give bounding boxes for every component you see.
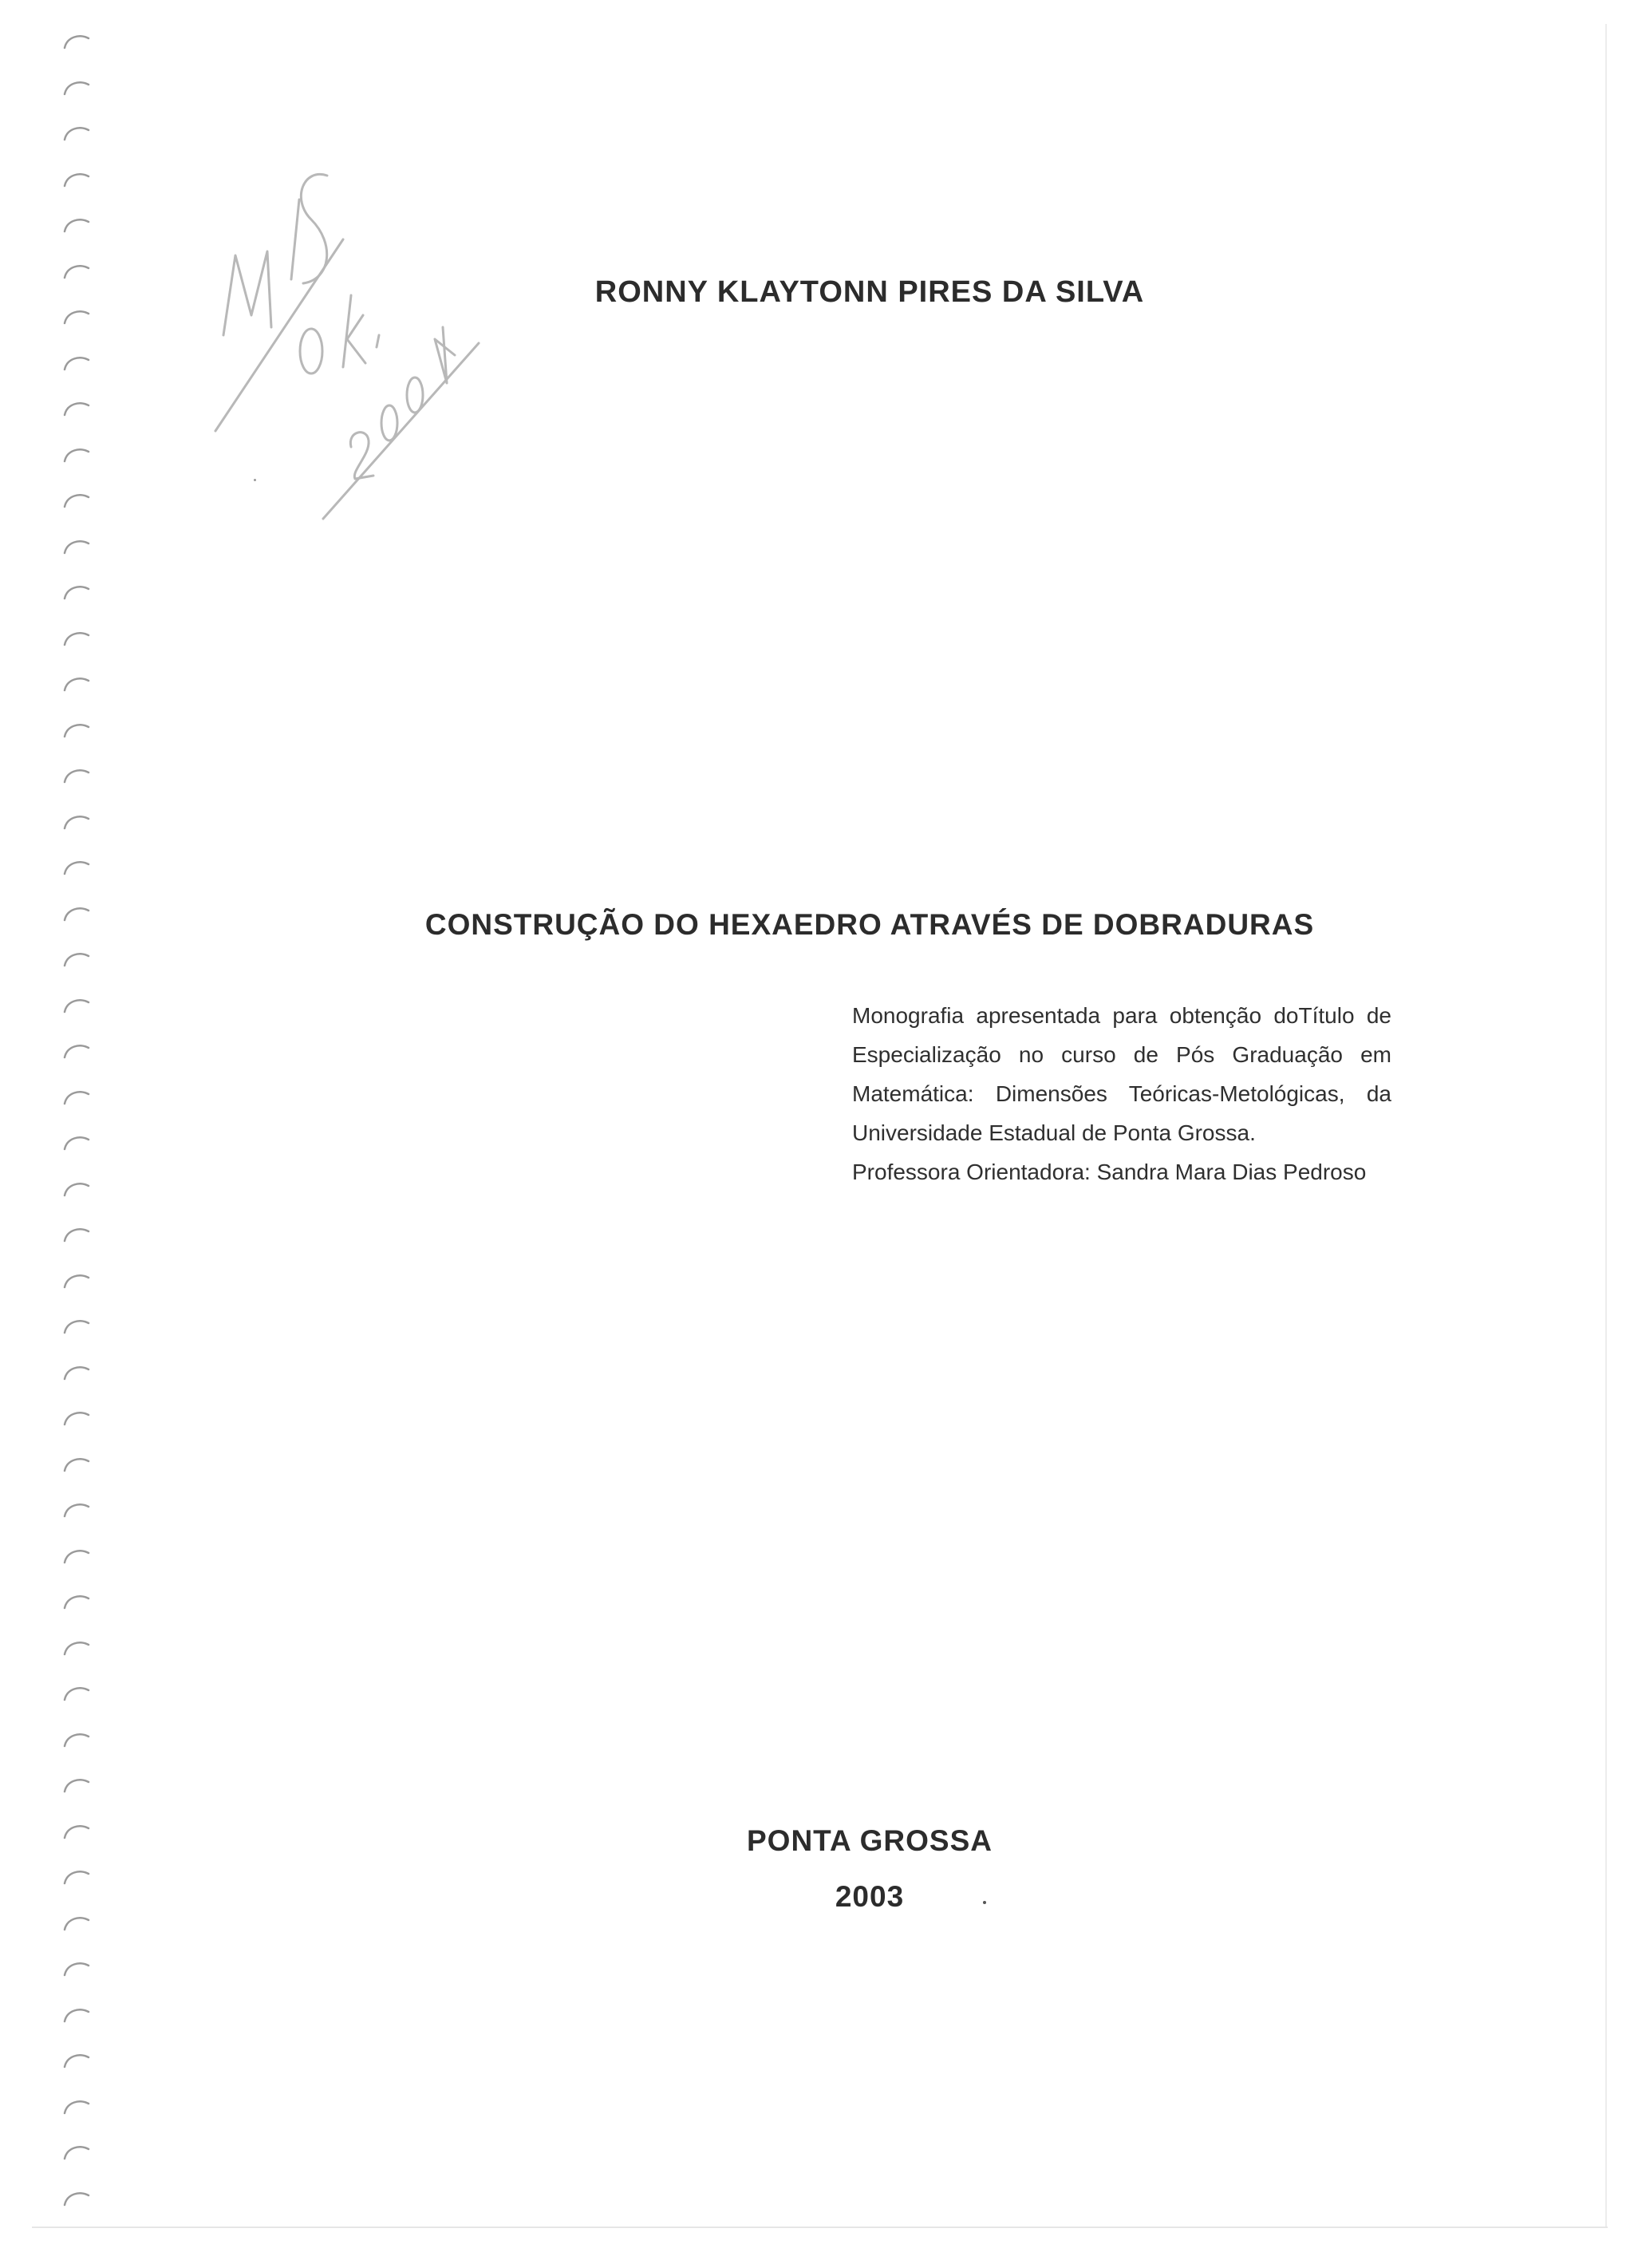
author-name: RONNY KLAYTONN PIRES DA SILVA [594, 275, 1145, 309]
binding-hole-icon [62, 491, 91, 508]
binding-hole-icon [62, 1500, 91, 1518]
binding-hole-icon [62, 583, 91, 600]
binding-hole-icon [62, 1455, 91, 1472]
binding-hole-icon [62, 1730, 91, 1748]
binding-hole-icon [62, 812, 91, 830]
binding-hole-icon [62, 721, 91, 738]
binding-hole-icon [62, 170, 91, 188]
binding-hole-icon [62, 1088, 91, 1105]
monograph-title: CONSTRUÇÃO DO HEXAEDRO ATRAVÉS DE DOBRADURAS [424, 908, 1315, 941]
binding-hole-icon [62, 674, 91, 692]
description-line-5: Professora Orientadora: Sandra Mara Dias Pedroso [852, 1160, 1367, 1184]
binding-hole-icon [62, 2189, 91, 2207]
binding-hole-icon [62, 124, 91, 141]
binding-hole-icon [62, 2005, 91, 2023]
binding-hole-icon [62, 1179, 91, 1197]
binding-hole-icon [62, 1914, 91, 1931]
binding-hole-icon [62, 307, 91, 325]
binding-hole-icon [62, 354, 91, 371]
binding-hole-icon [62, 78, 91, 96]
binding-hole-icon [62, 1409, 91, 1426]
binding-hole-icon [62, 399, 91, 417]
description-line-4: Universidade Estadual de Ponta Grossa. [852, 1120, 1256, 1145]
binding-hole-icon [62, 1363, 91, 1381]
scan-speck [983, 1901, 986, 1904]
binding-hole-icon [62, 1547, 91, 1564]
city-name: PONTA GROSSA [746, 1824, 993, 1857]
binding-hole-icon [62, 537, 91, 555]
binding-hole-icon [62, 1959, 91, 1977]
binding-hole-icon [62, 445, 91, 463]
binding-hole-icon [62, 1225, 91, 1243]
scan-edge-bottom [32, 2227, 1608, 2228]
binding-hole-icon [62, 950, 91, 967]
binding-hole-icon [62, 1041, 91, 1059]
binding-hole-icon [62, 1592, 91, 1610]
binding-hole-icon [62, 1271, 91, 1289]
binding-hole-icon [62, 1684, 91, 1701]
handwritten-annotation [191, 144, 511, 543]
binding-hole-icon [62, 2143, 91, 2160]
binding-hole-icon [62, 1317, 91, 1334]
description-line-3: Matemática: Dimensões Teóricas-Metológicas, da [852, 1081, 1391, 1106]
binding-hole-icon [62, 1638, 91, 1656]
publication-year: 2003 [835, 1880, 905, 1913]
scan-speck [254, 479, 256, 481]
binding-hole-icon [62, 215, 91, 233]
binding-hole-icon [62, 2097, 91, 2115]
binding-hole-icon [62, 858, 91, 875]
description-line-2: Especialização no curso de Pós Graduação em [852, 1042, 1391, 1067]
binding-hole-icon [62, 2051, 91, 2068]
binding-hole-icon [62, 996, 91, 1013]
monograph-description [852, 996, 1411, 1191]
binding-hole-icon [62, 629, 91, 646]
binding-hole-icon [62, 1776, 91, 1793]
binding-hole-icon [62, 32, 91, 49]
pencil-annotation-icon [191, 144, 511, 543]
description-line-1: Monografia apresentada para obtenção doTítulo de [852, 1003, 1391, 1028]
binding-hole-icon [62, 766, 91, 784]
binding-hole-icon [62, 1133, 91, 1151]
